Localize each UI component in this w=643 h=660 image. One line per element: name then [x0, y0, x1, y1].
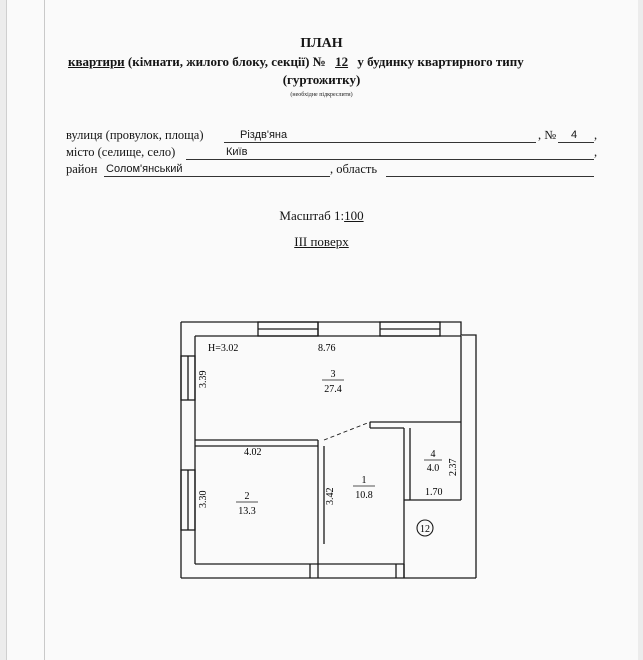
number-value: 4 — [571, 129, 578, 141]
subtitle-middle: (кімнати, жилого блоку, секції) № — [124, 54, 330, 69]
dim-room2-width: 4.02 — [244, 447, 262, 458]
room-1-area: 10.8 — [355, 490, 373, 501]
dim-room4-height: 2.37 — [448, 458, 459, 476]
region-label: , область — [330, 162, 378, 176]
room-2-number: 2 — [244, 491, 250, 502]
scale-value: 100 — [344, 208, 364, 223]
dim-top: 8.76 — [318, 343, 336, 354]
number-comma: , — [594, 128, 598, 142]
room-3-area: 27.4 — [324, 384, 342, 395]
dim-left-lower: 3.30 — [198, 490, 209, 508]
subtitle-apartment-word: квартири — [68, 54, 125, 69]
underline-hint: (необхідне підкреслити) — [290, 92, 353, 98]
number-label: , № — [538, 128, 557, 142]
dim-left-upper: 3.39 — [198, 370, 209, 388]
scale-prefix: Масштаб 1: — [279, 208, 345, 223]
room-3-number: 3 — [330, 369, 336, 380]
room-4-area: 4.0 — [426, 463, 440, 474]
apartment-marker: 12 — [420, 524, 430, 535]
street-value: Різдв'яна — [240, 129, 288, 141]
room-2-area: 13.3 — [238, 506, 256, 517]
district-value: Солом'янський — [106, 163, 183, 175]
city-label: місто (селище, село) — [66, 145, 176, 159]
dim-room4-width: 1.70 — [425, 487, 443, 498]
document-subtitle-line2: (гуртожитку) — [282, 72, 361, 87]
room-1-number: 1 — [361, 475, 367, 486]
district-label: район — [66, 162, 98, 176]
street-label: вулиця (провулок, площа) — [66, 128, 204, 142]
subtitle-tail: у будинку квартирного типу — [354, 54, 524, 69]
document-title: ПЛАН — [300, 36, 343, 51]
dim-room1-height: 3.42 — [325, 487, 336, 505]
apartment-number: 12 — [335, 54, 349, 69]
ceiling-height: H=3.02 — [208, 343, 239, 354]
city-comma: , — [594, 145, 598, 159]
city-value: Київ — [226, 146, 248, 158]
floor-label: III поверх — [294, 234, 349, 249]
room-4-number: 4 — [430, 449, 436, 460]
